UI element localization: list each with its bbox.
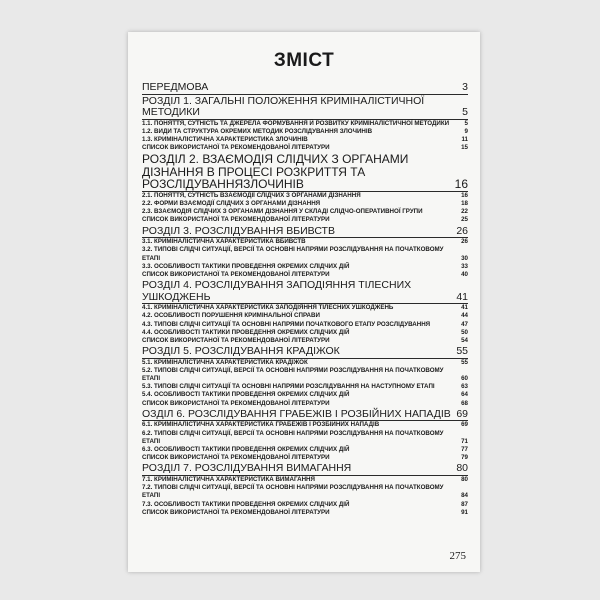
toc-section-title: РОЗДІЛ 7. РОЗСЛІДУВАННЯ ВИМАГАННЯ <box>142 462 352 475</box>
toc-entry-page: 41 <box>461 304 468 312</box>
toc-section-title: РОЗДІЛ 4. РОЗСЛІДУВАННЯ ЗАПОДІЯННЯ ТІЛЕСНИХ УШКОДЖЕНЬ <box>142 279 412 303</box>
toc-entry-page: 18 <box>461 200 468 208</box>
toc-section <box>142 279 468 304</box>
toc-entry-title: 1.2. ВИДИ ТА СТРУКТУРА ОКРЕМИХ МЕТОДИК РОЗСЛІДУВАННЯ ЗЛОЧИНІВ <box>142 127 373 135</box>
toc-entry <box>142 238 468 246</box>
toc-entry-page: 80 <box>461 475 468 483</box>
toc-entry-page: 50 <box>461 328 468 336</box>
toc-section <box>142 95 468 120</box>
toc-section-page: 16 <box>454 177 468 192</box>
toc-entry <box>142 430 468 446</box>
toc-entry <box>142 391 468 399</box>
toc-entry <box>142 216 468 224</box>
toc-entry-title: СПИСОК ВИКОРИСТАНОЇ ТА РЕКОМЕНДОВАНОЇ ЛІТЕРАТУРИ <box>142 144 330 152</box>
toc-entry <box>142 321 468 329</box>
toc-entry <box>142 484 468 500</box>
toc-entry-page: 25 <box>461 216 468 224</box>
toc-entry <box>142 454 468 462</box>
toc-entry-page: 54 <box>461 336 468 344</box>
toc-entry <box>142 200 468 208</box>
toc-entry-title: 5.2. ТИПОВІ СЛІДЧІ СИТУАЦІЇ, ВЕРСІЇ ТА ОСНОВНІ НАПРЯМИ РОЗСЛІДУВАННЯ НА ПОЧАТКОВОМУ ЕТАПІ <box>142 366 444 383</box>
toc-entry-title: 5.1. КРИМІНАЛІСТИЧНА ХАРАКТЕРИСТИКА КРАДІЖОК <box>142 358 308 366</box>
toc-entry-title: 4.4. ОСОБЛИВОСТІ ТАКТИКИ ПРОВЕДЕННЯ ОКРЕМИХ СЛІДЧИХ ДІЙ <box>142 328 350 336</box>
toc-section-title: РОЗДІЛ 3. РОЗСЛІДУВАННЯ ВБИВСТВ <box>142 224 335 237</box>
toc-entry-title: 7.3. ОСОБЛИВОСТІ ТАКТИКИ ПРОВЕДЕННЯ ОКРЕМИХ СЛІДЧИХ ДІЙ <box>142 500 350 508</box>
toc-entry-page: 84 <box>461 492 468 500</box>
toc-entry-page: 40 <box>461 270 468 278</box>
page-title: ЗМІСТ <box>273 50 335 71</box>
toc-entry <box>142 367 468 383</box>
toc-entry-title: 3.3. ОСОБЛИВОСТІ ТАКТИКИ ПРОВЕДЕННЯ ОКРЕМИХ СЛІДЧИХ ДІЙ <box>142 262 350 270</box>
toc-section <box>142 225 468 239</box>
toc-entry-page: 71 <box>461 437 468 445</box>
toc-section-page: 5 <box>462 106 468 118</box>
toc-section <box>142 81 468 95</box>
toc-entry-title: СПИСОК ВИКОРИСТАНОЇ ТА РЕКОМЕНДОВАНОЇ ЛІТЕРАТУРИ <box>142 454 330 462</box>
toc-section-page: 69 <box>456 407 468 420</box>
toc-entry-title: 5.3. ТИПОВІ СЛІДЧІ СИТУАЦІЇ ТА ОСНОВНІ НАПРЯМИ РОЗСЛІДУВАННЯ НА НАСТУПНОМУ ЕТАПІ <box>142 383 435 391</box>
toc-entry-page: 77 <box>461 445 468 453</box>
toc-entry-page: 5 <box>464 119 468 127</box>
toc-entry-title: 7.1. КРИМІНАЛІСТИЧНА ХАРАКТЕРИСТИКА ВИМАГАННЯ <box>142 475 315 483</box>
toc-section <box>142 152 468 192</box>
toc-entry-title: 3.2. ТИПОВІ СЛІДЧІ СИТУАЦІЇ, ВЕРСІЇ ТА ОСНОВНІ НАПРЯМИ РОЗСЛІДУВАННЯ НА ПОЧАТКОВОМУ ЕТАПІ <box>142 246 444 262</box>
toc-entry-title: СПИСОК ВИКОРИСТАНОЇ ТА РЕКОМЕНДОВАНОЇ ЛІТЕРАТУРИ <box>142 270 330 278</box>
toc-section-title: РОЗДІЛ 5. РОЗСЛІДУВАННЯ КРАДІЖОК <box>142 345 340 358</box>
toc-entry-page: 30 <box>461 254 468 262</box>
toc-entry-title: СПИСОК ВИКОРИСТАНОЇ ТА РЕКОМЕНДОВАНОЇ ЛІТЕРАТУРИ <box>142 508 330 516</box>
toc-entry <box>142 501 468 509</box>
toc-entry-page: 11 <box>461 135 468 143</box>
toc-entry <box>142 192 468 200</box>
toc-entry-page: 26 <box>461 238 468 246</box>
book-page <box>128 32 480 572</box>
toc-entry-title: СПИСОК ВИКОРИСТАНОЇ ТА РЕКОМЕНДОВАНОЇ ЛІТЕРАТУРИ <box>142 336 330 344</box>
toc-section <box>142 462 468 476</box>
toc-section-title: РОЗДІЛ 1. ЗАГАЛЬНІ ПОЛОЖЕННЯ КРИМІНАЛІСТИЧНОЇ МЕТОДИКИ <box>142 94 425 118</box>
toc-entry <box>142 446 468 454</box>
toc-entry-title: 5.4. ОСОБЛИВОСТІ ТАКТИКИ ПРОВЕДЕННЯ ОКРЕМИХ СЛІДЧИХ ДІЙ <box>142 391 350 399</box>
toc-entry-title: 6.3. ОСОБЛИВОСТІ ТАКТИКИ ПРОВЕДЕННЯ ОКРЕМИХ СЛІДЧИХ ДІЙ <box>142 445 350 453</box>
toc-section-page: 3 <box>462 81 468 93</box>
toc-entry-page: 79 <box>461 454 468 462</box>
toc-entry <box>142 400 468 408</box>
toc-entry-title: 4.1. КРИМІНАЛІСТИЧНА ХАРАКТЕРИСТИКА ЗАПОДІЯННЯ ТІЛЕСНИХ УШКОДЖЕНЬ <box>142 304 394 312</box>
toc-entry-page: 44 <box>461 312 468 320</box>
toc-entry-page: 68 <box>461 399 468 407</box>
toc-section-page: 41 <box>456 290 468 303</box>
toc-entry-title: СПИСОК ВИКОРИСТАНОЇ ТА РЕКОМЕНДОВАНОЇ ЛІТЕРАТУРИ <box>142 216 330 224</box>
toc-entry-title: 7.2. ТИПОВІ СЛІДЧІ СИТУАЦІЇ, ВЕРСІЇ ТА ОСНОВНІ НАПРЯМИ РОЗСЛІДУВАННЯ НА ПОЧАТКОВОМУ ЕТАПІ <box>142 484 444 500</box>
toc-entry-page: 55 <box>461 358 468 366</box>
toc-entry-page: 47 <box>461 320 468 328</box>
toc-entry <box>142 476 468 484</box>
toc-entry-title: 4.2. ОСОБЛИВОСТІ ПОРУШЕННЯ КРИМІНАЛЬНОЇ СПРАВИ <box>142 312 320 320</box>
toc-entry-page: 16 <box>461 191 468 199</box>
page-number: 275 <box>449 550 466 562</box>
toc-entry-title: СПИСОК ВИКОРИСТАНОЇ ТА РЕКОМЕНДОВАНОЇ ЛІТЕРАТУРИ <box>142 399 330 407</box>
toc-entry-page: 15 <box>461 144 468 152</box>
toc-entry <box>142 144 468 152</box>
toc-entry <box>142 421 468 429</box>
toc-entry <box>142 263 468 271</box>
toc-section-title: РОЗДІЛ 2. ВЗАЄМОДІЯ СЛІДЧИХ З ОРГАНАМИ ДІЗНАННЯ В ПРОЦЕСІ РОЗКРИТТЯ ТА РОЗСЛІДУВАННЯЗЛОЧИНІВ <box>142 152 409 192</box>
toc-section-page: 26 <box>456 224 468 237</box>
toc-entry <box>142 329 468 337</box>
toc-entry <box>142 312 468 320</box>
toc-entry-title: 1.1. ПОНЯТТЯ, СУТНІСТЬ ТА ДЖЕРЕЛА ФОРМУВАННЯ Й РОЗВИТКУ КРИМІНАЛІСТИЧНОЇ МЕТОДИКИ <box>142 119 450 127</box>
toc-section-title: ОЗДІЛ 6. РОЗСЛІДУВАННЯ ГРАБЕЖІВ І РОЗБІЙНИХ НАПАДІВ <box>142 407 451 420</box>
toc-entry-page: 60 <box>461 375 468 383</box>
toc-section-title: ПЕРЕДМОВА <box>142 81 209 93</box>
toc-entry-page: 9 <box>464 127 468 135</box>
toc-entry <box>142 120 468 128</box>
toc-entry-page: 64 <box>461 391 468 399</box>
toc-entry <box>142 509 468 517</box>
toc-entry-page: 33 <box>461 262 468 270</box>
toc-entry-page: 91 <box>461 508 468 516</box>
toc-entry <box>142 304 468 312</box>
toc-entry-title: 2.3. ВЗАЄМОДІЯ СЛІДЧИХ З ОРГАНАМИ ДІЗНАННЯ У СКЛАДІ СЛІДЧО-ОПЕРАТИВНОЇ ГРУПИ <box>142 208 423 216</box>
toc-entry-title: 2.2. ФОРМИ ВЗАЄМОДІЇ СЛІДЧИХ З ОРГАНАМИ ДІЗНАННЯ <box>142 200 321 208</box>
toc-entry-title: 2.1. ПОНЯТТЯ, СУТНІСТЬ ВЗАЄМОДІЇ СЛІДЧИХ З ОРГАНАМИ ДІЗНАННЯ <box>142 191 361 199</box>
toc-entry-title: 1.3. КРИМІНАЛІСТИЧНА ХАРАКТЕРИСТИКА ЗЛОЧИНІВ <box>142 135 308 143</box>
toc-entry-page: 69 <box>461 421 468 429</box>
toc-section <box>142 345 468 359</box>
toc-entry <box>142 136 468 144</box>
toc-section-page: 80 <box>456 462 468 475</box>
toc-entry <box>142 271 468 279</box>
toc-entry-title: 6.1. КРИМІНАЛІСТИЧНА ХАРАКТЕРИСТИКА ГРАБЕЖІВ І РОЗБІЙНИХ НАПАДІВ <box>142 421 380 429</box>
toc-entry-page: 63 <box>461 383 468 391</box>
toc-entry-title: 6.2. ТИПОВІ СЛІДЧІ СИТУАЦІЇ, ВЕРСІЇ ТА ОСНОВНІ НАПРЯМИ РОЗСЛІДУВАННЯ НА ПОЧАТКОВОМУ ЕТАПІ <box>142 429 444 445</box>
toc-entry <box>142 128 468 136</box>
toc-section-page: 55 <box>456 345 468 358</box>
table-of-contents <box>142 81 468 517</box>
toc-entry <box>142 246 468 262</box>
toc-entry <box>142 337 468 345</box>
toc-entry-title: 3.1. КРИМІНАЛІСТИЧНА ХАРАКТЕРИСТИКА ВБИВСТВ <box>142 238 306 246</box>
toc-entry-page: 22 <box>461 208 468 216</box>
toc-entry-title: 4.3. ТИПОВІ СЛІДЧІ СИТУАЦІЇ ТА ОСНОВНІ НАПРЯМИ ПОЧАТКОВОГО ЕТАПУ РОЗСЛІДУВАННЯ <box>142 320 431 328</box>
toc-section <box>142 408 468 422</box>
toc-entry <box>142 208 468 216</box>
toc-entry-page: 87 <box>461 500 468 508</box>
toc-entry <box>142 359 468 367</box>
